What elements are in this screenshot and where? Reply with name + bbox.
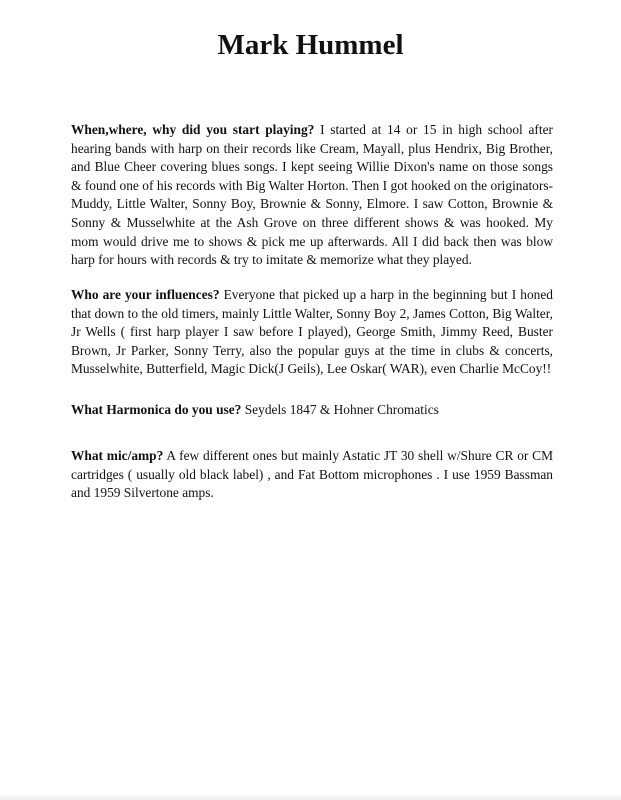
page-bottom-edge	[0, 794, 621, 800]
qa-paragraph-mic-amp	[71, 447, 553, 503]
question-label: Who are your influences?	[71, 287, 220, 302]
question-label: What mic/amp?	[71, 448, 164, 463]
qa-paragraph-harmonica	[71, 401, 553, 420]
answer-text: I started at 14 or 15 in high school after hearing bands with harp on their records like Cream, Mayall, plus Hendrix, Big Brother, and Blue Cheer covering blues songs. I kept seeing Willie Dixon's name on those songs & found one of his records with Big Walter Horton. Then I got hooked on the originators- Muddy, Little Walter, Sonny Boy, Brownie & Sonny, Elmore. I saw Cotton, Brownie & Sonny & Musselwhite at the Ash Grove on three different shows & was hooked. My mom would drive me to shows & pick me up afterwards. All I did back then was blow harp for hours with records & try to imitate & memorize what they played.	[71, 122, 553, 268]
answer-text: A few different ones but mainly Astatic JT 30 shell w/Shure CR or CM cartridges ( usually old black label) , and Fat Bottom microphones . I use 1959 Bassman and 1959 Silvertone amps.	[71, 448, 553, 501]
question-label: When,where, why did you start playing?	[71, 122, 315, 137]
qa-paragraph-influences	[71, 286, 553, 379]
qa-paragraph-start-playing	[71, 121, 553, 270]
answer-text: Everyone that picked up a harp in the beginning but I honed that down to the old timers, mainly Little Walter, Sonny Boy 2, James Cotton, Big Walter, Jr Wells ( first harp player I saw before I played), George Smith, Jimmy Reed, Buster Brown, Jr Parker, Sonny Terry, also the popular guys at the time in clubs & concerts, Musselwhite, Butterfield, Magic Dick(J Geils), Lee Oskar( WAR), even Charlie McCoy!!	[71, 287, 553, 377]
question-label: What Harmonica do you use?	[71, 402, 242, 417]
page-title: Mark Hummel	[217, 29, 404, 61]
answer-text: Seydels 1847 & Hohner Chromatics	[244, 402, 439, 417]
